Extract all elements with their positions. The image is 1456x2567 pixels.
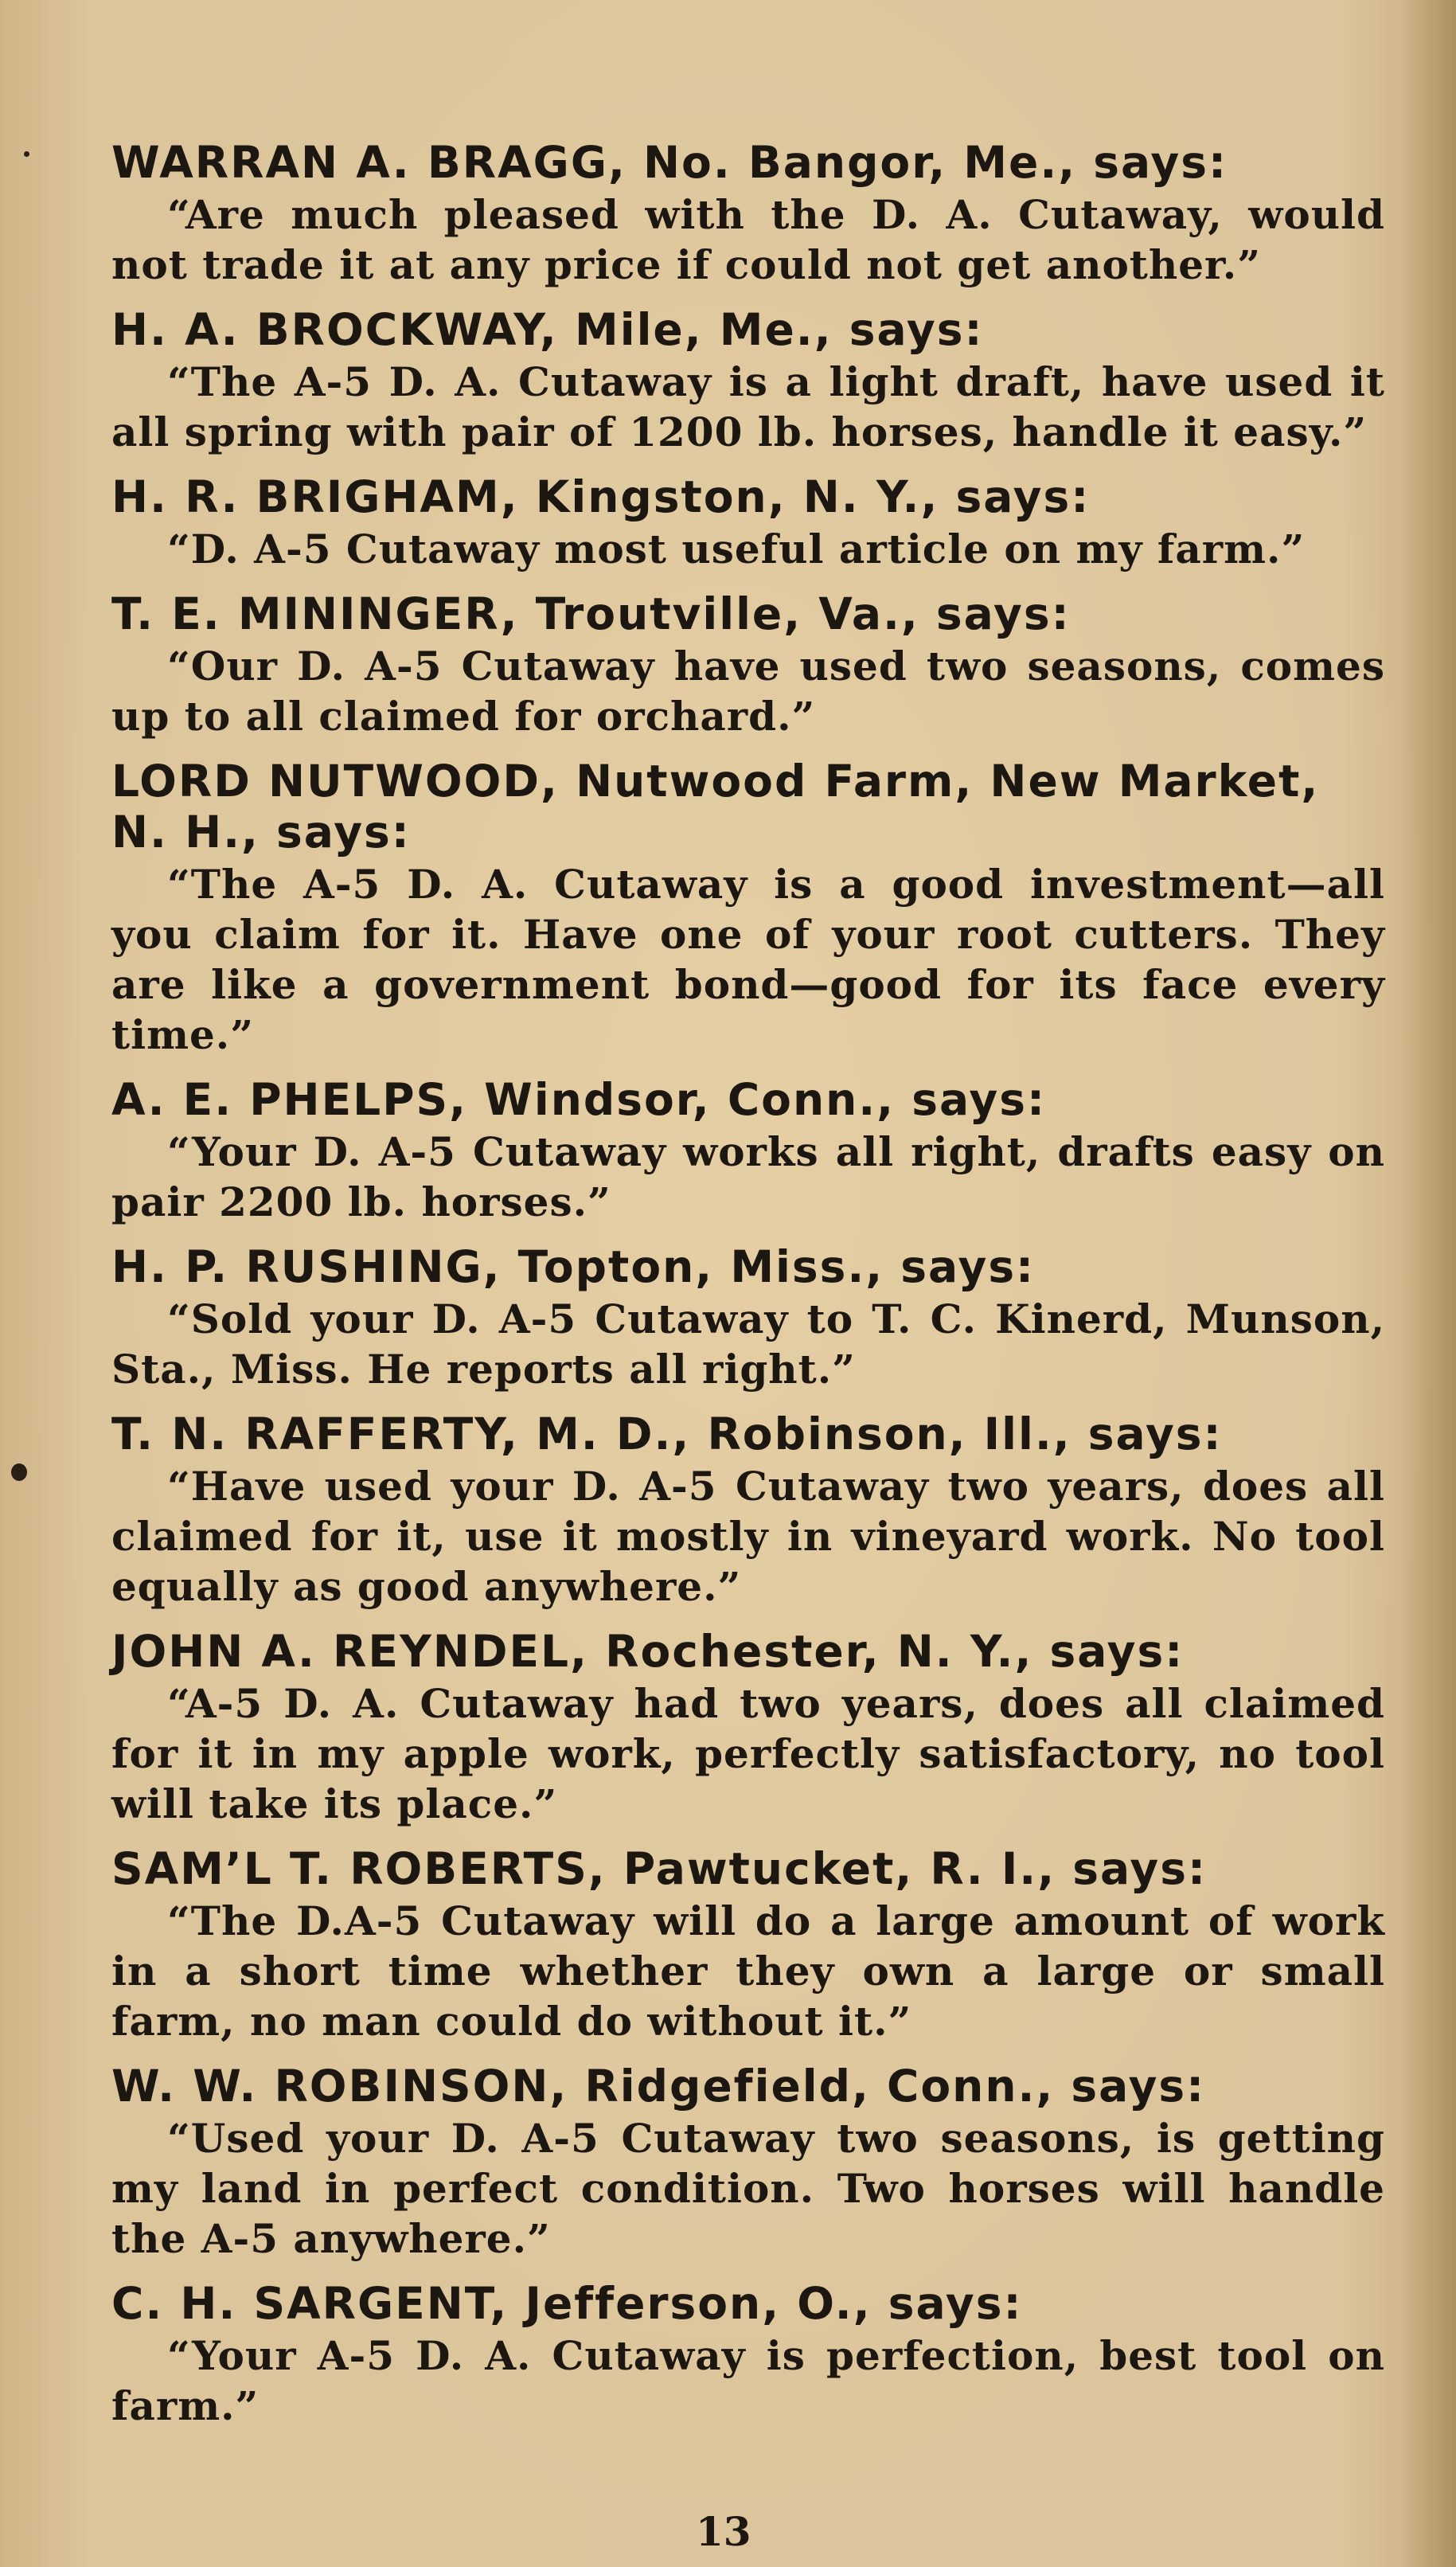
testimonial-heading (111, 1241, 1385, 1292)
testimonial-name: W. W. ROBINSON, (111, 2061, 568, 2112)
testimonial-name: WARRAN A. BRAGG, (111, 137, 627, 188)
testimonial-name: JOHN A. REYNDEL, (111, 1626, 588, 1677)
testimonial-location: Robinson, Ill., says: (707, 1409, 1223, 1459)
testimonial-location: Rochester, N. Y., says: (605, 1626, 1185, 1677)
ink-spot (24, 151, 29, 157)
testimonial-location: Kingston, N. Y., says: (535, 471, 1091, 522)
testimonial-quote: “The A-5 D. A. Cutaway is a good investment—all you claim for it. Have one of your root cutters. They are like a government bond—good for its face every time.” (111, 861, 1385, 1058)
testimonial-location: Mile, Me., says: (574, 304, 984, 355)
testimonial-quote: “Your D. A-5 Cutaway works all right, drafts easy on pair 2200 lb. horses.” (111, 1128, 1385, 1225)
testimonial-quote: “Are much pleased with the D. A. Cutaway, would not trade it at any price if could not get another.” (111, 191, 1385, 288)
testimonial-location: Jefferson, O., says: (525, 2278, 1023, 2329)
testimonial-name: H. R. BRIGHAM, (111, 471, 519, 522)
testimonial-location: Windsor, Conn., says: (484, 1074, 1046, 1125)
testimonial-heading (111, 2278, 1385, 2329)
testimonial-heading (111, 137, 1385, 188)
testimonial-location: Pawtucket, R. I., says: (623, 1843, 1207, 1894)
testimonial (111, 137, 1385, 290)
testimonial-heading (111, 2061, 1385, 2112)
testimonial (111, 756, 1385, 1060)
testimonial-heading (111, 304, 1385, 355)
testimonial-quote: “D. A-5 Cutaway most useful article on my farm.” (167, 526, 1306, 572)
testimonial-heading (111, 588, 1385, 639)
testimonial (111, 1626, 1385, 1829)
testimonial-name: C. H. SARGENT, (111, 2278, 509, 2329)
testimonial-quote: “A-5 D. A. Cutaway had two years, does all claimed for it in my apple work, perfectly satisfactory, no tool will take its place.” (111, 1680, 1385, 1827)
testimonial-heading (111, 1074, 1385, 1125)
testimonial-quote: “The A-5 D. A. Cutaway is a light draft, have used it all spring with pair of 1200 lb. horses, handle it easy.” (111, 358, 1385, 455)
testimonial-quote: “Our D. A-5 Cutaway have used two seasons, comes up to all claimed for orchard.” (111, 643, 1385, 740)
testimonial-heading (111, 1626, 1385, 1677)
testimonial-quote: “Have used your D. A-5 Cutaway two years, does all claimed for it, use it mostly in vineyard work. No tool equally as good anywhere.” (111, 1463, 1385, 1610)
testimonial-name: SAM’L T. ROBERTS, (111, 1843, 607, 1894)
testimonial-location: Nutwood Farm, New Market, N. H., says: (111, 756, 1320, 858)
testimonial-location: Ridgefield, Conn., says: (584, 2061, 1206, 2112)
testimonial (111, 471, 1385, 574)
ink-spot (11, 1463, 27, 1481)
testimonial (111, 588, 1385, 741)
testimonial-heading (111, 756, 1385, 858)
testimonial-quote: “Used your D. A-5 Cutaway two seasons, is getting my land in perfect condition. Two horses will handle the A-5 anywhere.” (111, 2115, 1385, 2262)
testimonial (111, 2278, 1385, 2431)
testimonial-name: H. P. RUSHING, (111, 1241, 502, 1292)
testimonial-location: Topton, Miss., says: (517, 1241, 1036, 1292)
page-number: 13 (696, 2508, 751, 2555)
testimonial-quote: “Your A-5 D. A. Cutaway is perfection, best tool on farm.” (111, 2332, 1385, 2429)
testimonial-name: H. A. BROCKWAY, (111, 304, 558, 355)
testimonial-heading (111, 1843, 1385, 1894)
testimonial (111, 1074, 1385, 1227)
testimonial-name: A. E. PHELPS, (111, 1074, 468, 1125)
testimonial-quote: “The D.A-5 Cutaway will do a large amount of work in a short time whether they own a large or small farm, no man could do without it.” (111, 1897, 1385, 2045)
testimonial-quote: “Sold your D. A-5 Cutaway to T. C. Kinerd, Munson, Sta., Miss. He reports all right.” (111, 1295, 1385, 1393)
testimonial-heading (111, 1409, 1385, 1459)
testimonial-name: T. E. MININGER, (111, 588, 519, 639)
testimonial (111, 1241, 1385, 1394)
page-edge-shadow (1400, 0, 1456, 2567)
testimonial-location: No. Bangor, Me., says: (643, 137, 1228, 188)
testimonial-name: T. N. RAFFERTY, M. D., (111, 1409, 691, 1459)
testimonial (111, 304, 1385, 457)
testimonial-heading (111, 471, 1385, 522)
testimonial (111, 1409, 1385, 1612)
testimonial (111, 1843, 1385, 2046)
testimonial (111, 2061, 1385, 2264)
testimonial-name: LORD NUTWOOD, (111, 756, 559, 807)
testimonial-location: Troutville, Va., says: (535, 588, 1071, 639)
testimonial-list (111, 137, 1385, 2445)
